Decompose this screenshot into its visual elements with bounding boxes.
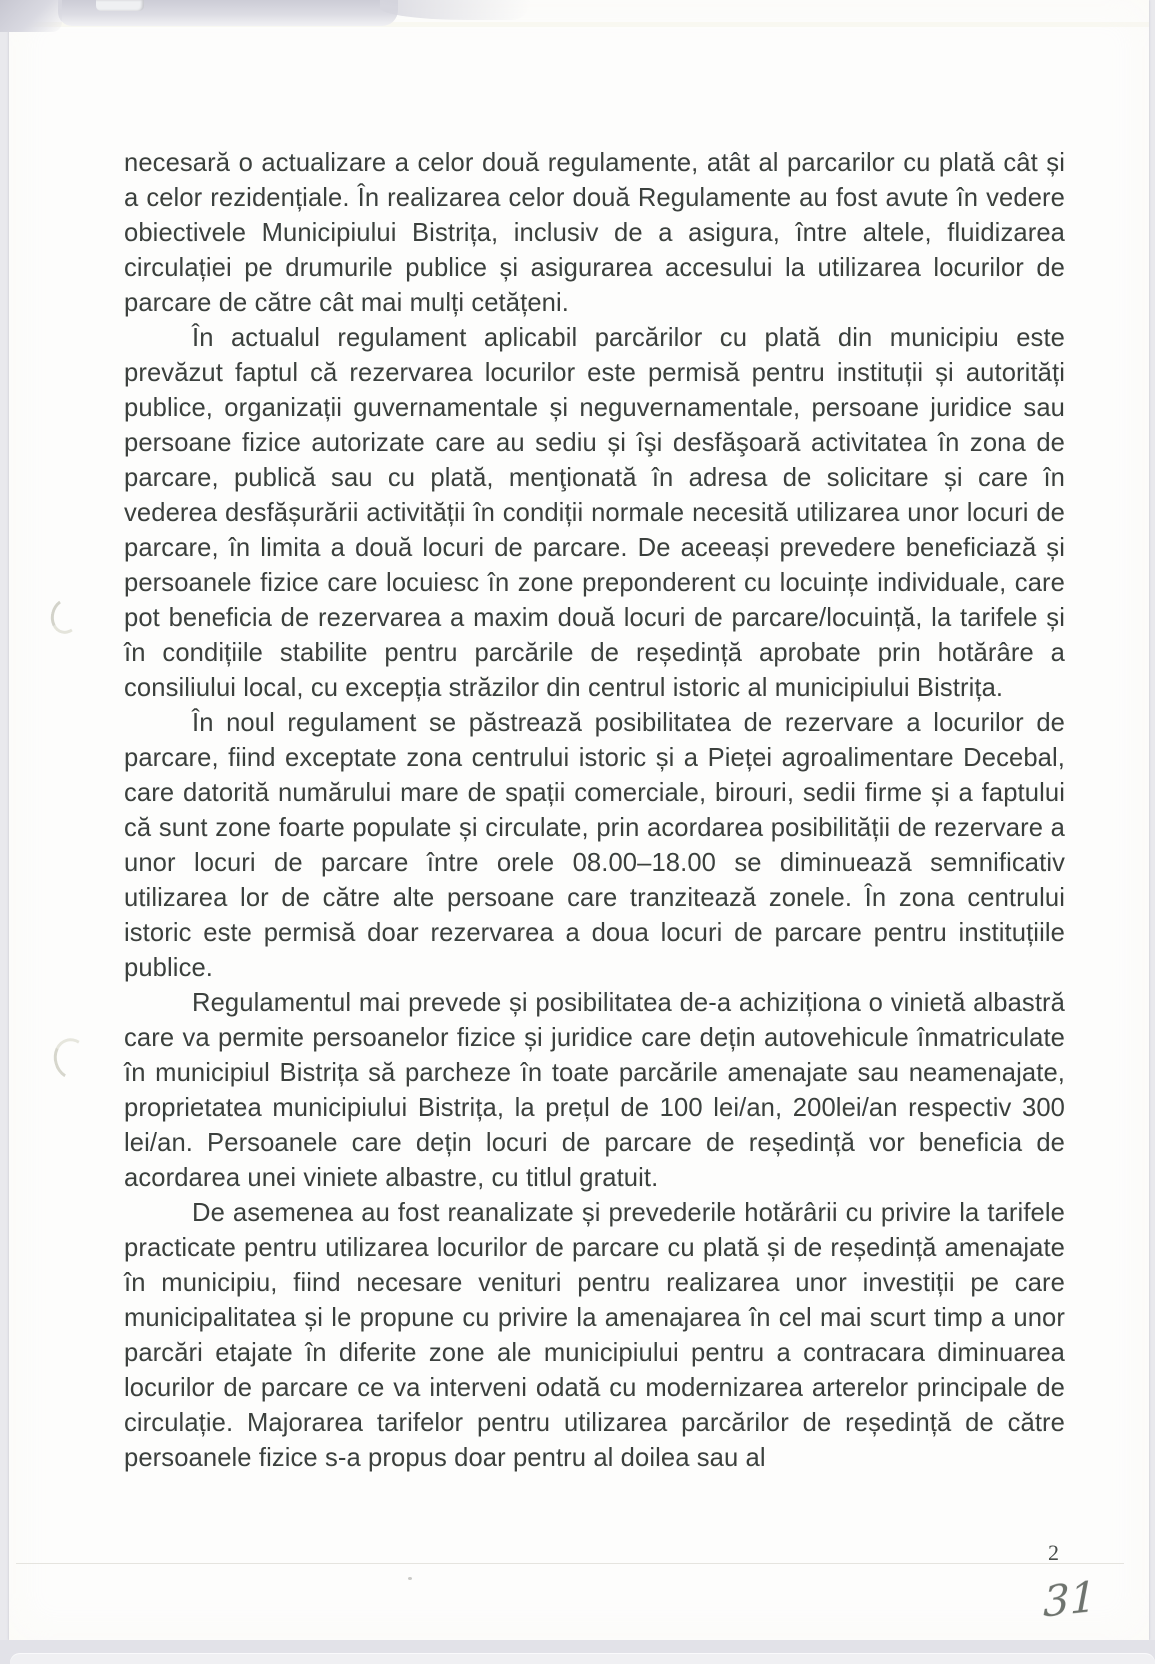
page-number: 2	[1048, 1540, 1059, 1565]
body-paragraph: necesară o actualizare a celor două regulamente, atât al parcarilor cu plată cât și a celor rezidențiale. În realizarea celor două Regulamente au fost avute în vedere obiectivele Municipiului Bistrița, inclusiv de a asigura, între altele, fluidizarea circulației pe drumurile publice și asigurarea accesului la utilizarea locurilor de parcare de către cât mai mulți cetățeni.	[124, 149, 1065, 317]
document-text-block	[124, 146, 1065, 1476]
footer-separator-line	[16, 1563, 1124, 1564]
body-paragraph: Regulamentul mai prevede și posibilitatea de-a achiziționa o vinietă albastră care va permite persoanelor fizice și juridice care dețin autovehicule înmatriculate în municipiul Bistrița să parcheze în toate parcările amenajate sau neamenajate, proprietatea municipiului Bistrița, la prețul de 100 lei/an, 200lei/an respectiv 300 lei/an. Persoanele care dețin locuri de parcare de reședință vor beneficia de acordarea unei viniete albastre, cu titlul gratuit.	[124, 989, 1065, 1192]
body-paragraph: În noul regulament se păstrează posibilitatea de rezervare a locurilor de parcare, fiind exceptate zona centrului istoric și a Pieței agroalimentare Decebal, care datorită numărului mare de spații comerciale, birouri, sedii firme și a faptului că sunt zone foarte populate și circulate, prin acordarea posibilității de rezervare a unor locuri de parcare între orele 08.00–18.00 se diminuează semnificativ utilizarea lor de către alte persoane care tranzitează zonele. În zona centrului istoric este permisă doar rezervarea a doua locuri de parcare pentru instituțiile publice.	[124, 709, 1065, 982]
body-paragraph: De asemenea au fost reanalizate și prevederile hotărârii cu privire la tarifele practicate pentru utilizarea locurilor de parcare cu plată și de reședință amenajate în municipiu, fiind necesare venituri pentru realizarea unor investiții pe care municipalitatea și le propune cu privire la amenajarea în cel mai scurt timp a unor parcări etajate în diferite zone ale municipiului pentru a contracara diminuarea locurilor de parcare ce va interveni odată cu modernizarea arterelor principale de circulație. Majorarea tarifelor pentru utilizarea parcărilor de reședință de către persoanele fizice s-a propus doar pentru al doilea sau al	[124, 1199, 1065, 1472]
scan-top-notch-artifact	[96, 0, 144, 11]
handwritten-page-number: 31	[1043, 1572, 1097, 1627]
scan-corner-shadow-artifact	[0, 0, 62, 32]
scan-speck-artifact	[408, 1577, 412, 1580]
body-paragraph: În actualul regulament aplicabil parcărilor cu plată din municipiu este prevăzut faptul că rezervarea locurilor este permisă pentru instituții și autorități publice, organizații guvernamentale și neguvernamentale, persoane juridice sau persoane fizice autorizate care au sediu și îşi desfăşoară activitatea în zona de parcare, publică sau cu plată, menţionată în adresa de solicitare și care în vederea desfășurării activității în condiții normale necesită utilizarea unor locuri de parcare, în limita a două locuri de parcare. De aceeași prevedere beneficiază și persoanele fizice care locuiesc în zone preponderent cu locuințe individuale, care pot beneficia de rezervarea a maxim două locuri de parcare/locuință, la tarifele și în condițiile stabilite pentru parcările de reședință aprobate prin hotărâre a consiliului local, cu excepția străzilor din centrul istoric al municipiului Bistrița.	[124, 324, 1065, 702]
next-page-top-edge	[10, 1653, 1155, 1664]
